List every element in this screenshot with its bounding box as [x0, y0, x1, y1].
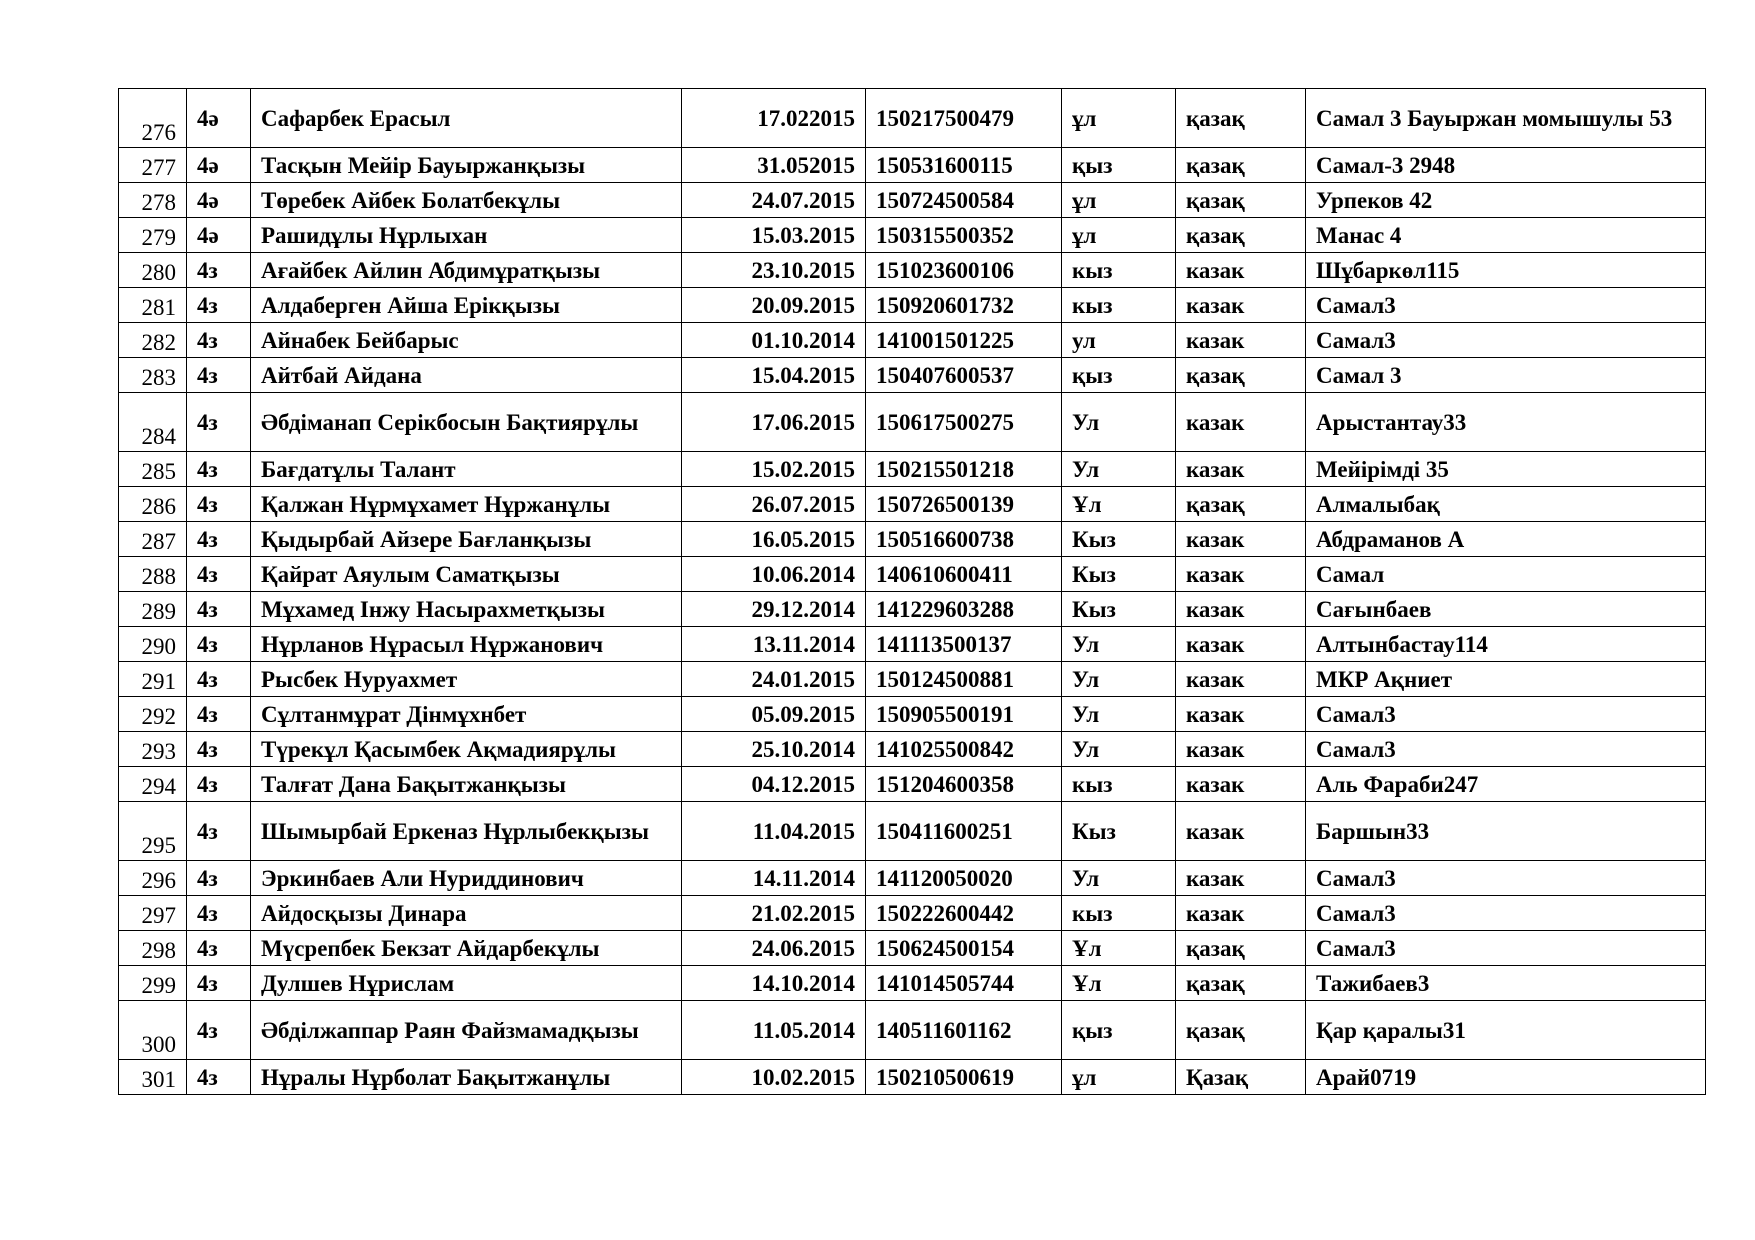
student-name-cell: Айнабек Бейбарыс	[251, 323, 682, 358]
gender-cell: Кыз	[1062, 802, 1176, 861]
class-cell: 4з	[187, 732, 251, 767]
iin-cell: 141025500842	[866, 732, 1062, 767]
student-name-cell: Сафарбек Ерасыл	[251, 89, 682, 148]
birth-date-cell: 25.10.2014	[682, 732, 866, 767]
iin-cell: 150617500275	[866, 393, 1062, 452]
table-row	[119, 802, 1706, 861]
student-name-cell: Нұрланов Нұрасыл Нұржанович	[251, 627, 682, 662]
student-name-cell: Бағдатұлы Талант	[251, 452, 682, 487]
row-number-cell: 281	[119, 288, 187, 323]
student-name-cell: Дулшев Нұрислам	[251, 966, 682, 1001]
gender-cell: Ұл	[1062, 931, 1176, 966]
address-cell: Самал3	[1306, 323, 1706, 358]
iin-cell: 150215501218	[866, 452, 1062, 487]
table-row	[119, 89, 1706, 148]
gender-cell: Ул	[1062, 627, 1176, 662]
table-row	[119, 767, 1706, 802]
iin-cell: 150210500619	[866, 1060, 1062, 1095]
gender-cell: кыз	[1062, 767, 1176, 802]
class-cell: 4з	[187, 861, 251, 896]
table-row	[119, 323, 1706, 358]
class-cell: 4з	[187, 358, 251, 393]
student-name-cell: Қыдырбай Айзере Бағланқызы	[251, 522, 682, 557]
gender-cell: ұл	[1062, 183, 1176, 218]
row-number-cell: 292	[119, 697, 187, 732]
address-cell: Самал3	[1306, 288, 1706, 323]
nationality-cell: казак	[1176, 253, 1306, 288]
student-name-cell: Әбділжаппар Раян Файзмамадқызы	[251, 1001, 682, 1060]
gender-cell: Кыз	[1062, 592, 1176, 627]
table-row	[119, 522, 1706, 557]
address-cell: Урпеков 42	[1306, 183, 1706, 218]
birth-date-cell: 05.09.2015	[682, 697, 866, 732]
address-cell: Самал3	[1306, 861, 1706, 896]
iin-cell: 141113500137	[866, 627, 1062, 662]
address-cell: Аль Фараби247	[1306, 767, 1706, 802]
student-name-cell: Түрекұл Қасымбек Ақмадиярұлы	[251, 732, 682, 767]
gender-cell: кыз	[1062, 896, 1176, 931]
gender-cell: Ул	[1062, 662, 1176, 697]
class-cell: 4ә	[187, 183, 251, 218]
student-name-cell: Нұралы Нұрболат Бақытжанұлы	[251, 1060, 682, 1095]
nationality-cell: казак	[1176, 662, 1306, 697]
nationality-cell: казак	[1176, 802, 1306, 861]
address-cell: Алмалыбақ	[1306, 487, 1706, 522]
student-name-cell: Мүсрепбек Бекзат Айдарбекұлы	[251, 931, 682, 966]
address-cell: Арай0719	[1306, 1060, 1706, 1095]
table-row	[119, 358, 1706, 393]
iin-cell: 140610600411	[866, 557, 1062, 592]
nationality-cell: казак	[1176, 393, 1306, 452]
birth-date-cell: 11.05.2014	[682, 1001, 866, 1060]
row-number-cell: 300	[119, 1001, 187, 1060]
gender-cell: Ул	[1062, 697, 1176, 732]
table-row	[119, 148, 1706, 183]
birth-date-cell: 31.052015	[682, 148, 866, 183]
row-number-cell: 295	[119, 802, 187, 861]
row-number-cell: 278	[119, 183, 187, 218]
address-cell: Баршын33	[1306, 802, 1706, 861]
iin-cell: 150516600738	[866, 522, 1062, 557]
iin-cell: 150624500154	[866, 931, 1062, 966]
birth-date-cell: 01.10.2014	[682, 323, 866, 358]
gender-cell: Ул	[1062, 452, 1176, 487]
iin-cell: 150724500584	[866, 183, 1062, 218]
birth-date-cell: 17.06.2015	[682, 393, 866, 452]
address-cell: МКР Ақниет	[1306, 662, 1706, 697]
row-number-cell: 280	[119, 253, 187, 288]
table-row	[119, 452, 1706, 487]
address-cell: Самал	[1306, 557, 1706, 592]
nationality-cell: қазақ	[1176, 148, 1306, 183]
gender-cell: Ул	[1062, 861, 1176, 896]
nationality-cell: қазақ	[1176, 358, 1306, 393]
nationality-cell: қазақ	[1176, 966, 1306, 1001]
gender-cell: кыз	[1062, 288, 1176, 323]
class-cell: 4з	[187, 767, 251, 802]
iin-cell: 140511601162	[866, 1001, 1062, 1060]
nationality-cell: казак	[1176, 522, 1306, 557]
iin-cell: 141229603288	[866, 592, 1062, 627]
nationality-cell: казак	[1176, 896, 1306, 931]
row-number-cell: 296	[119, 861, 187, 896]
row-number-cell: 279	[119, 218, 187, 253]
student-name-cell: Қалжан Нұрмұхамет Нұржанұлы	[251, 487, 682, 522]
row-number-cell: 286	[119, 487, 187, 522]
birth-date-cell: 15.03.2015	[682, 218, 866, 253]
class-cell: 4ә	[187, 148, 251, 183]
row-number-cell: 293	[119, 732, 187, 767]
birth-date-cell: 29.12.2014	[682, 592, 866, 627]
row-number-cell: 283	[119, 358, 187, 393]
class-cell: 4з	[187, 931, 251, 966]
iin-cell: 151023600106	[866, 253, 1062, 288]
class-cell: 4з	[187, 557, 251, 592]
student-name-cell: Әбдіманап Серікбосын Бақтиярұлы	[251, 393, 682, 452]
birth-date-cell: 17.022015	[682, 89, 866, 148]
nationality-cell: казак	[1176, 452, 1306, 487]
gender-cell: Ул	[1062, 393, 1176, 452]
iin-cell: 150531600115	[866, 148, 1062, 183]
class-cell: 4ә	[187, 218, 251, 253]
table-row	[119, 183, 1706, 218]
class-cell: 4з	[187, 253, 251, 288]
table-row	[119, 732, 1706, 767]
iin-cell: 150217500479	[866, 89, 1062, 148]
class-cell: 4з	[187, 627, 251, 662]
gender-cell: Ұл	[1062, 487, 1176, 522]
nationality-cell: қазақ	[1176, 931, 1306, 966]
iin-cell: 151204600358	[866, 767, 1062, 802]
birth-date-cell: 11.04.2015	[682, 802, 866, 861]
address-cell: Самал3	[1306, 732, 1706, 767]
row-number-cell: 290	[119, 627, 187, 662]
address-cell: Манас 4	[1306, 218, 1706, 253]
nationality-cell: казак	[1176, 732, 1306, 767]
birth-date-cell: 24.01.2015	[682, 662, 866, 697]
gender-cell: кыз	[1062, 253, 1176, 288]
address-cell: Абдраманов А	[1306, 522, 1706, 557]
gender-cell: ул	[1062, 323, 1176, 358]
gender-cell: Кыз	[1062, 557, 1176, 592]
nationality-cell: қазақ	[1176, 89, 1306, 148]
student-name-cell: Айтбай Айдана	[251, 358, 682, 393]
address-cell: Шұбаркөл115	[1306, 253, 1706, 288]
birth-date-cell: 16.05.2015	[682, 522, 866, 557]
nationality-cell: қазақ	[1176, 487, 1306, 522]
student-name-cell: Алдаберген Айша Ерікқызы	[251, 288, 682, 323]
table-row	[119, 627, 1706, 662]
iin-cell: 141014505744	[866, 966, 1062, 1001]
nationality-cell: казак	[1176, 767, 1306, 802]
nationality-cell: казак	[1176, 861, 1306, 896]
student-name-cell: Тасқын Мейір Бауыржанқызы	[251, 148, 682, 183]
student-roster-table	[118, 88, 1706, 1095]
birth-date-cell: 24.07.2015	[682, 183, 866, 218]
gender-cell: Ул	[1062, 732, 1176, 767]
class-cell: 4з	[187, 697, 251, 732]
row-number-cell: 287	[119, 522, 187, 557]
class-cell: 4з	[187, 522, 251, 557]
student-name-cell: Эркинбаев Али Нуриддинович	[251, 861, 682, 896]
gender-cell: ұл	[1062, 89, 1176, 148]
nationality-cell: казак	[1176, 627, 1306, 662]
gender-cell: ұл	[1062, 218, 1176, 253]
class-cell: 4з	[187, 452, 251, 487]
class-cell: 4з	[187, 288, 251, 323]
row-number-cell: 299	[119, 966, 187, 1001]
row-number-cell: 289	[119, 592, 187, 627]
row-number-cell: 285	[119, 452, 187, 487]
birth-date-cell: 10.06.2014	[682, 557, 866, 592]
class-cell: 4з	[187, 1001, 251, 1060]
address-cell: Самал3	[1306, 697, 1706, 732]
address-cell: Арыстантау33	[1306, 393, 1706, 452]
class-cell: 4з	[187, 592, 251, 627]
student-name-cell: Рашидұлы Нұрлыхан	[251, 218, 682, 253]
row-number-cell: 291	[119, 662, 187, 697]
iin-cell: 150726500139	[866, 487, 1062, 522]
iin-cell: 150920601732	[866, 288, 1062, 323]
birth-date-cell: 14.11.2014	[682, 861, 866, 896]
table-row	[119, 592, 1706, 627]
class-cell: 4з	[187, 393, 251, 452]
nationality-cell: казак	[1176, 592, 1306, 627]
row-number-cell: 294	[119, 767, 187, 802]
gender-cell: қыз	[1062, 1001, 1176, 1060]
table-row	[119, 393, 1706, 452]
birth-date-cell: 15.02.2015	[682, 452, 866, 487]
nationality-cell: қазақ	[1176, 183, 1306, 218]
table-row	[119, 896, 1706, 931]
student-name-cell: Төребек Айбек Болатбекұлы	[251, 183, 682, 218]
address-cell: Самал 3	[1306, 358, 1706, 393]
table-row	[119, 697, 1706, 732]
table-row	[119, 966, 1706, 1001]
iin-cell: 150407600537	[866, 358, 1062, 393]
nationality-cell: казак	[1176, 557, 1306, 592]
address-cell: Самал 3 Бауыржан момышулы 53	[1306, 89, 1706, 148]
row-number-cell: 277	[119, 148, 187, 183]
address-cell: Қар қаралы31	[1306, 1001, 1706, 1060]
row-number-cell: 301	[119, 1060, 187, 1095]
class-cell: 4ә	[187, 89, 251, 148]
address-cell: Сағынбаев	[1306, 592, 1706, 627]
address-cell: Алтынбастау114	[1306, 627, 1706, 662]
birth-date-cell: 13.11.2014	[682, 627, 866, 662]
student-name-cell: Талғат Дана Бақытжанқызы	[251, 767, 682, 802]
iin-cell: 141001501225	[866, 323, 1062, 358]
class-cell: 4з	[187, 802, 251, 861]
row-number-cell: 276	[119, 89, 187, 148]
student-name-cell: Шымырбай Еркеназ Нұрлыбекқызы	[251, 802, 682, 861]
class-cell: 4з	[187, 662, 251, 697]
gender-cell: қыз	[1062, 148, 1176, 183]
class-cell: 4з	[187, 966, 251, 1001]
class-cell: 4з	[187, 1060, 251, 1095]
nationality-cell: қазақ	[1176, 218, 1306, 253]
iin-cell: 150905500191	[866, 697, 1062, 732]
student-name-cell: Қайрат Аяулым Саматқызы	[251, 557, 682, 592]
iin-cell: 150124500881	[866, 662, 1062, 697]
nationality-cell: казак	[1176, 697, 1306, 732]
class-cell: 4з	[187, 487, 251, 522]
birth-date-cell: 21.02.2015	[682, 896, 866, 931]
gender-cell: Ұл	[1062, 966, 1176, 1001]
table-row	[119, 861, 1706, 896]
student-name-cell: Ағайбек Айлин Абдимұратқызы	[251, 253, 682, 288]
table-row	[119, 1001, 1706, 1060]
iin-cell: 141120050020	[866, 861, 1062, 896]
nationality-cell: казак	[1176, 323, 1306, 358]
address-cell: Тажибаев3	[1306, 966, 1706, 1001]
nationality-cell: Қазақ	[1176, 1060, 1306, 1095]
birth-date-cell: 15.04.2015	[682, 358, 866, 393]
table-row	[119, 662, 1706, 697]
table-row	[119, 1060, 1706, 1095]
iin-cell: 150222600442	[866, 896, 1062, 931]
student-name-cell: Мұхамед Інжу Насырахметқызы	[251, 592, 682, 627]
nationality-cell: қазақ	[1176, 1001, 1306, 1060]
table-row	[119, 487, 1706, 522]
gender-cell: Кыз	[1062, 522, 1176, 557]
class-cell: 4з	[187, 896, 251, 931]
row-number-cell: 298	[119, 931, 187, 966]
address-cell: Мейірімді 35	[1306, 452, 1706, 487]
row-number-cell: 284	[119, 393, 187, 452]
nationality-cell: казак	[1176, 288, 1306, 323]
address-cell: Самал3	[1306, 931, 1706, 966]
class-cell: 4з	[187, 323, 251, 358]
table-row	[119, 218, 1706, 253]
address-cell: Самал-3 2948	[1306, 148, 1706, 183]
table-row	[119, 288, 1706, 323]
student-name-cell: Айдосқызы Динара	[251, 896, 682, 931]
birth-date-cell: 14.10.2014	[682, 966, 866, 1001]
iin-cell: 150315500352	[866, 218, 1062, 253]
birth-date-cell: 26.07.2015	[682, 487, 866, 522]
table-row	[119, 557, 1706, 592]
table-row	[119, 931, 1706, 966]
birth-date-cell: 24.06.2015	[682, 931, 866, 966]
gender-cell: ұл	[1062, 1060, 1176, 1095]
gender-cell: қыз	[1062, 358, 1176, 393]
birth-date-cell: 20.09.2015	[682, 288, 866, 323]
table-row	[119, 253, 1706, 288]
birth-date-cell: 23.10.2015	[682, 253, 866, 288]
address-cell: Самал3	[1306, 896, 1706, 931]
student-name-cell: Рысбек Нуруахмет	[251, 662, 682, 697]
row-number-cell: 282	[119, 323, 187, 358]
student-name-cell: Сұлтанмұрат Дінмұхнбет	[251, 697, 682, 732]
row-number-cell: 288	[119, 557, 187, 592]
roster-body	[119, 89, 1706, 1095]
iin-cell: 150411600251	[866, 802, 1062, 861]
birth-date-cell: 04.12.2015	[682, 767, 866, 802]
birth-date-cell: 10.02.2015	[682, 1060, 866, 1095]
row-number-cell: 297	[119, 896, 187, 931]
